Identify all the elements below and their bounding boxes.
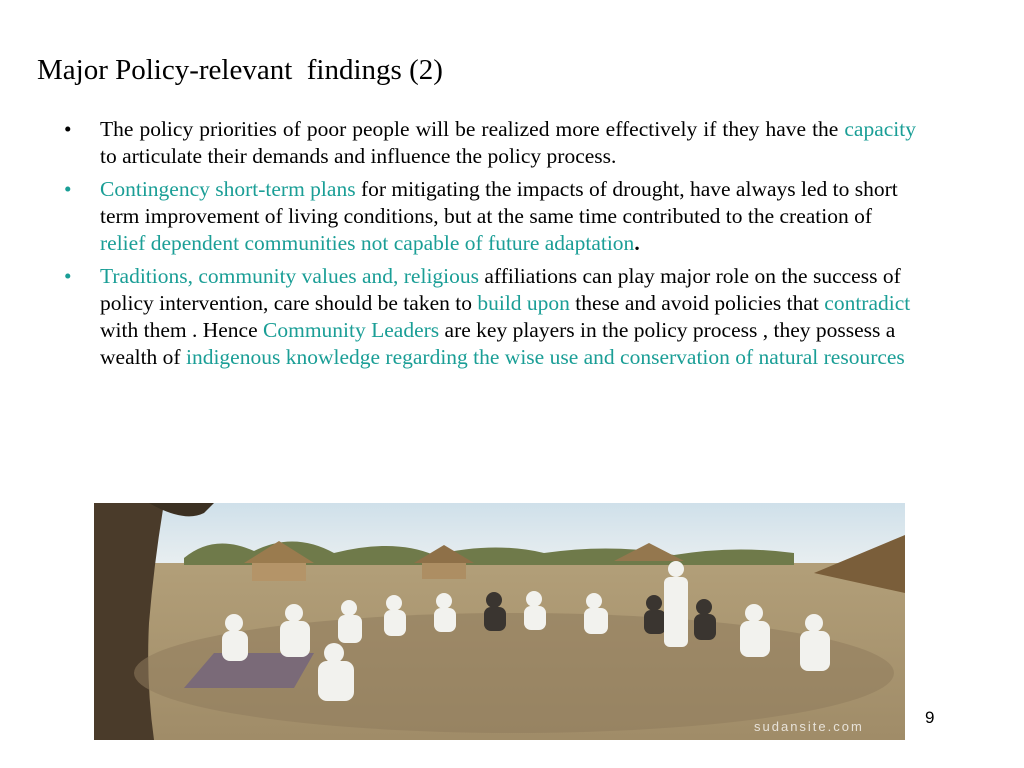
bullet-highlight-segment: capacity [844, 117, 916, 141]
bullet-text-segment: to articulate their demands and influence the policy process. [100, 144, 617, 168]
bullet-item [60, 176, 916, 257]
bullet-text-segment: The policy priorities of poor people will be realized more effectively if they have the [100, 117, 845, 141]
photo-watermark: sudansite.com [754, 719, 864, 734]
bullet-text-segment: these and avoid policies that [569, 291, 825, 315]
bullet-highlight-segment: Traditions, community values and, religious [100, 264, 480, 288]
bullet-marker: • [64, 177, 72, 201]
bullet-highlight-segment: relief dependent communities not capable of future adaptation [100, 231, 635, 255]
bullet-text-segment: for mitigating the impacts of drought, have always led to short term improvement of living conditions, but at the same time contributed to the creation of [100, 177, 898, 228]
bullet-highlight-segment: indigenous knowledge regarding the wise use and conservation of natural resources [185, 345, 905, 369]
bullet-text-segment: . [634, 231, 640, 255]
bullet-text-segment: are key players in the policy process , they possess a wealth of [100, 318, 896, 369]
bullet-marker: • [64, 117, 72, 141]
page-number: 9 [925, 708, 935, 727]
bullet-highlight-segment: contradict [824, 291, 911, 315]
bullet-marker: • [64, 264, 72, 288]
bullet-highlight-segment: Contingency short-term plans [100, 177, 356, 201]
bullet-text-segment: affiliations can play major role on the success of policy intervention, care should be taken to [100, 264, 901, 315]
bullet-highlight-segment: Community Leaders [263, 318, 440, 342]
village-meeting-photo [94, 503, 905, 740]
photo-illustration [94, 503, 905, 740]
bullet-item [60, 263, 916, 371]
bullet-list [60, 116, 916, 377]
slide-title: Major Policy-relevant findings (2) [37, 54, 443, 86]
bullet-item [60, 116, 916, 170]
bullet-text-segment: with them . Hence [100, 318, 263, 342]
bullet-highlight-segment: build upon [477, 291, 570, 315]
